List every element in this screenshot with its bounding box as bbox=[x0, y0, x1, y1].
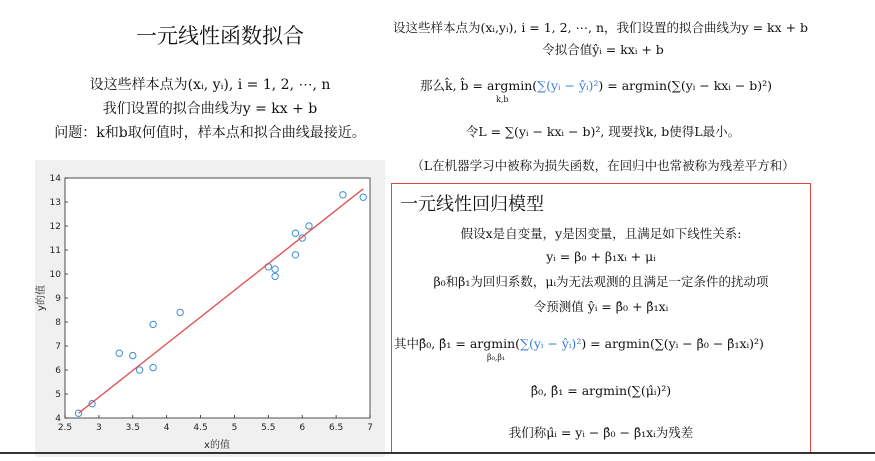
box-line-6: β̂₀, β̂₁ = argmin(∑(μ̂ᵢ)²) bbox=[530, 383, 672, 398]
right-line-3-sum: ∑(yᵢ − ŷᵢ)² bbox=[537, 78, 599, 93]
y-tick-label: 10 bbox=[49, 270, 61, 280]
x-tick-label: 6 bbox=[299, 423, 306, 433]
y-axis-label: y的值 bbox=[36, 285, 47, 311]
left-line-3: 问题：k和b取何值时，样本点和拟合曲线最接近。 bbox=[54, 125, 366, 141]
box-line-5-sum: ∑(yᵢ − ŷᵢ)² bbox=[520, 336, 582, 351]
y-tick-label: 11 bbox=[49, 246, 61, 256]
plot-area bbox=[65, 178, 370, 418]
left-line-1: 设这些样本点为(xᵢ, yᵢ), i = 1, 2, ⋯, n bbox=[89, 77, 331, 93]
y-tick-label: 4 bbox=[55, 414, 61, 424]
box-line-5-a: 其中β̂₀, β̂₁ = argmin( bbox=[394, 336, 521, 351]
x-axis-label: x的值 bbox=[204, 440, 230, 451]
y-tick-label: 9 bbox=[55, 294, 61, 304]
box-line-5-b: ) = argmin(∑(yᵢ − β̂₀ − β̂₁xᵢ)²) bbox=[581, 336, 764, 351]
box-line-3: β₀和β₁为回归系数，μᵢ为无法观测的且满足一定条件的扰动项 bbox=[433, 274, 769, 289]
x-tick-label: 7 bbox=[367, 423, 373, 433]
y-tick-label: 5 bbox=[55, 390, 61, 400]
right-line-3-subscript: k,b bbox=[496, 95, 509, 104]
box-line-1: 假设x是自变量，y是因变量，且满足如下线性关系: bbox=[460, 226, 742, 241]
box-line-4: 令预测值 ŷᵢ = β̂₀ + β̂₁xᵢ bbox=[533, 299, 669, 314]
y-tick-label: 6 bbox=[55, 366, 61, 376]
x-tick-label: 3 bbox=[96, 423, 102, 433]
right-line-3-b: ) = argmin(∑(yᵢ − kxᵢ − b)²) bbox=[598, 78, 773, 93]
box-line-5 bbox=[394, 334, 764, 352]
right-line-3-a: 那么k̂, b̂ = argmin( bbox=[420, 78, 538, 93]
right-line-3 bbox=[420, 76, 772, 94]
scatter-chart bbox=[35, 160, 385, 457]
x-tick-label: 2.5 bbox=[57, 423, 73, 433]
box-line-2: yᵢ = β₀ + β₁xᵢ + μᵢ bbox=[546, 249, 656, 264]
box-line-5-subscript: β₀,β₁ bbox=[487, 353, 506, 362]
bottom-divider bbox=[0, 452, 875, 454]
x-tick-label: 3.5 bbox=[125, 423, 140, 433]
x-tick-label: 4.5 bbox=[193, 423, 208, 433]
y-tick-label: 13 bbox=[49, 198, 61, 208]
box-title: 一元线性回归模型 bbox=[400, 194, 544, 215]
box-line-7: 我们称μ̂ᵢ = yᵢ − β̂₀ − β̂₁xᵢ为残差 bbox=[508, 425, 694, 440]
right-line-2: 令拟合值ŷᵢ = kxᵢ + b bbox=[542, 42, 664, 57]
y-tick-label: 14 bbox=[49, 174, 61, 184]
right-line-4: 令L = ∑(yᵢ − kxᵢ − b)², 现要找k, b使得L最小。 bbox=[465, 124, 741, 139]
x-tick-label: 6.5 bbox=[328, 423, 344, 433]
y-tick-label: 12 bbox=[49, 222, 61, 232]
y-tick-label: 8 bbox=[55, 318, 61, 328]
x-tick-label: 5.5 bbox=[261, 423, 276, 433]
right-line-1: 设这些样本点为(xᵢ,yᵢ), i = 1, 2, ⋯, n，我们设置的拟合曲线为y = kx + b bbox=[393, 20, 809, 35]
y-tick-label: 7 bbox=[55, 342, 61, 352]
x-tick-label: 4 bbox=[163, 423, 170, 433]
left-title: 一元线性函数拟合 bbox=[136, 24, 304, 48]
x-tick-label: 5 bbox=[231, 423, 238, 433]
chart-panel bbox=[35, 160, 385, 457]
left-line-2: 我们设置的拟合曲线为y = kx + b bbox=[102, 101, 318, 117]
right-line-5: （L在机器学习中被称为损失函数，在回归中也常被称为残差平方和） bbox=[411, 158, 795, 173]
